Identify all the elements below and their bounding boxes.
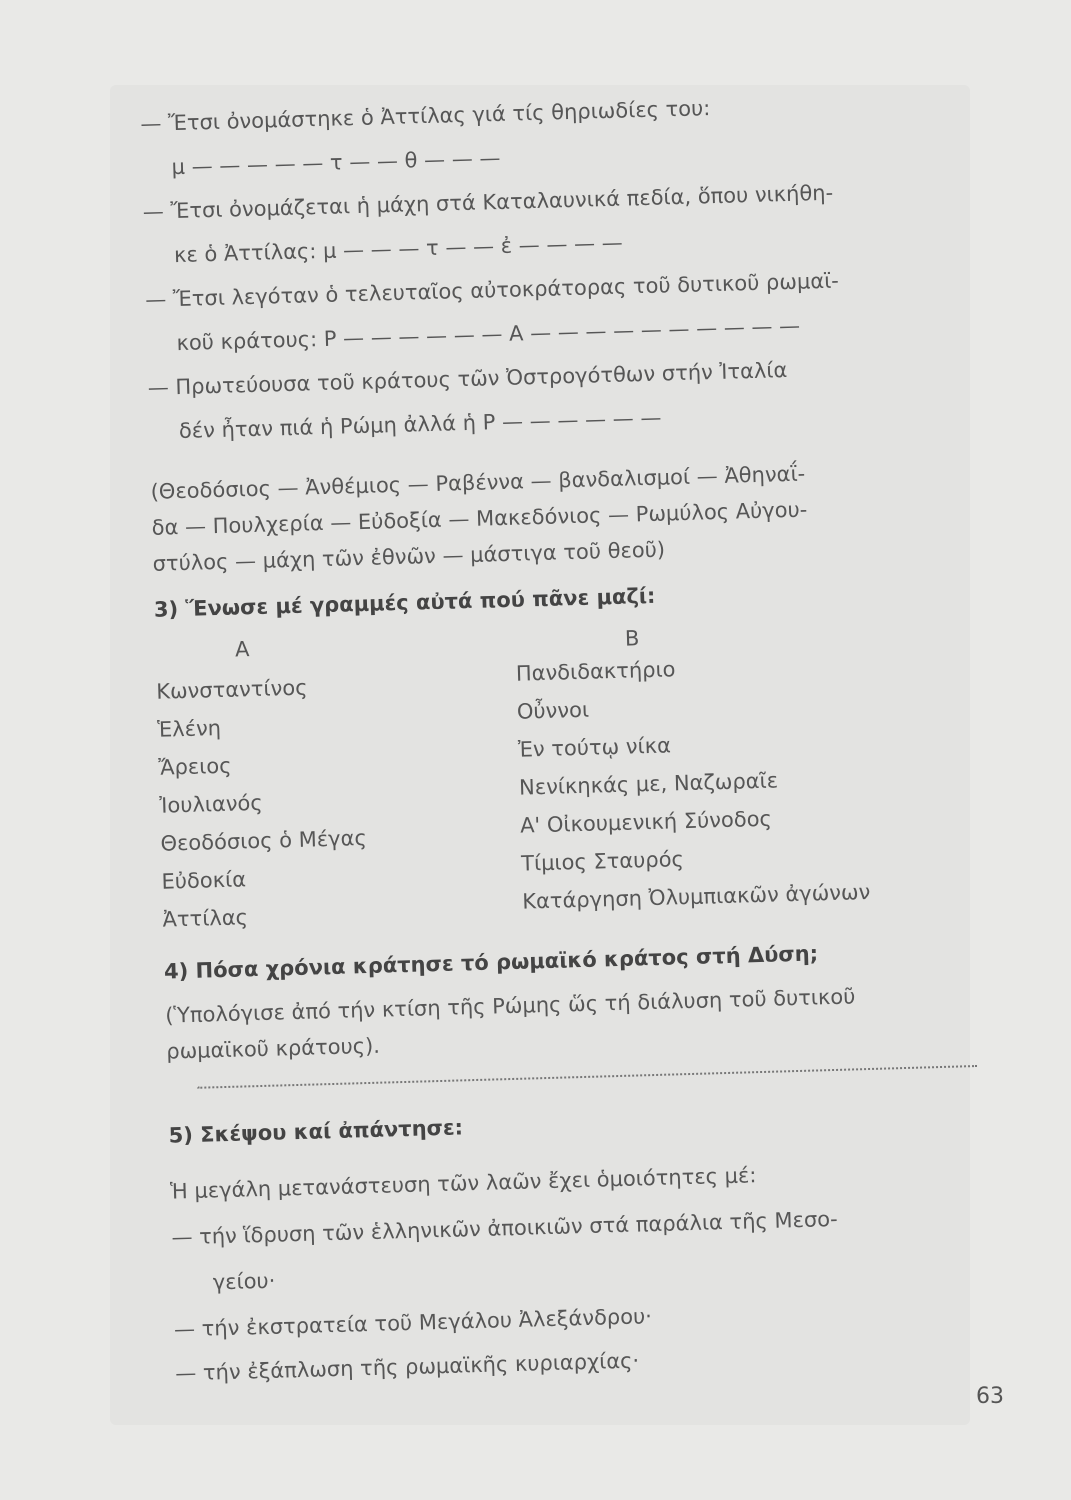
word-bank-line-1: (Θεοδόσιος — Ἀνθέμιος — Ραβέννα — βανδαλισμοί — Ἀθηναΐ-	[150, 461, 806, 504]
match-b-4: Νενίκηκάς με, Ναζωραῖε	[518, 768, 779, 800]
match-a-5: Θεοδόσιος ὁ Μέγας	[160, 825, 368, 856]
exercise4-instruction-1: (Ὑπολόγισε ἀπό τήν κτίση τῆς Ρώμης ὥς τή διάλυση τοῦ δυτικοῦ	[164, 984, 856, 1028]
match-a-6: Εὐδοκία	[161, 867, 247, 894]
exercise2-blank-4: δέν ἦταν πιά ἡ Ρώμη ἀλλά ἡ Ρ — — — — — —	[178, 405, 662, 444]
exercise2-blank-1: μ — — — — — τ — — θ — — —	[171, 145, 501, 180]
column-b-header: Β	[624, 626, 640, 651]
match-b-2: Οὖννοι	[516, 697, 590, 724]
match-a-1: Κωνσταντίνος	[155, 675, 308, 704]
exercise5-line-5: — τήν ἐξάπλωση τῆς ρωμαϊκῆς κυριαρχίας·	[174, 1348, 640, 1386]
exercise5-line-1: Ἡ μεγάλη μετανάστευση τῶν λαῶν ἔχει ὁμοιότητες μέ:	[169, 1163, 757, 1204]
exercise4-instruction-2: ρωμαϊκοῦ κράτους).	[165, 1033, 381, 1064]
word-bank-line-2: δα — Πουλχερία — Εὐδοξία — Μακεδόνιος — Ρωμύλος Αὐγου-	[151, 497, 808, 540]
match-b-6: Τίμιος Σταυρός	[520, 847, 685, 876]
exercise2-line-2: — Ἔτσι ὀνομάζεται ἡ μάχη στά Καταλαυνικά πεδία, ὅπου νικήθη-	[142, 180, 834, 224]
exercise5-heading: 5) Σκέψου καί ἀπάντησε:	[168, 1115, 464, 1148]
match-a-4: Ἰουλιανός	[159, 790, 263, 818]
match-a-7: Ἀττίλας	[162, 905, 249, 932]
column-a-header: Α	[234, 637, 250, 662]
match-b-5: Α' Οἰκουμενική Σύνοδος	[519, 806, 773, 838]
exercise5-line-3: γείου·	[212, 1268, 276, 1295]
match-b-1: Πανδιδακτήριο	[515, 657, 676, 686]
exercise2-line-3: — Ἔτσι λεγόταν ὁ τελευταῖος αὐτοκράτορας τοῦ δυτικοῦ ρωμαϊ-	[144, 268, 840, 312]
match-b-7: Κατάργηση Ὀλυμπιακῶν ἀγώνων	[521, 879, 871, 914]
exercise5-line-4: — τήν ἐκστρατεία τοῦ Μεγάλου Ἀλεξάνδρου·	[173, 1304, 653, 1342]
word-bank-line-3: στύλος — μάχη τῶν ἐθνῶν — μάστιγα τοῦ θεοῦ)	[152, 537, 666, 576]
exercise2-line-4: — Πρωτεύουσα τοῦ κράτους τῶν Ὀστρογότθων στήν Ἰταλία	[147, 358, 788, 400]
match-a-3: Ἄρειος	[158, 753, 232, 780]
match-a-2: Ἑλένη	[156, 715, 222, 742]
exercise2-blank-2: κε ὁ Ἀττίλας: μ — — — τ — — ἐ — — — —	[173, 230, 624, 268]
match-b-3: Ἐν τούτῳ νίκα	[517, 733, 672, 762]
exercise5-line-2: — τήν ἵδρυση τῶν ἑλληνικῶν ἀποικιῶν στά παράλια τῆς Μεσο-	[171, 1206, 838, 1250]
exercise2-blank-3: κοῦ κράτους: Ρ — — — — — — Α — — — — — — — — — —	[176, 313, 801, 356]
exercise2-line-1: — Ἔτσι ὀνομάστηκε ὁ Ἀττίλας γιά τίς θηριωδίες του:	[140, 96, 711, 136]
exercise3-heading: 3) Ἕνωσε μέ γραμμές αὐτά πού πᾶνε μαζί:	[153, 583, 656, 622]
exercise4-heading: 4) Πόσα χρόνια κράτησε τό ρωμαϊκό κράτος στή Δύση;	[163, 941, 819, 984]
page-number: 63	[976, 1384, 1004, 1409]
